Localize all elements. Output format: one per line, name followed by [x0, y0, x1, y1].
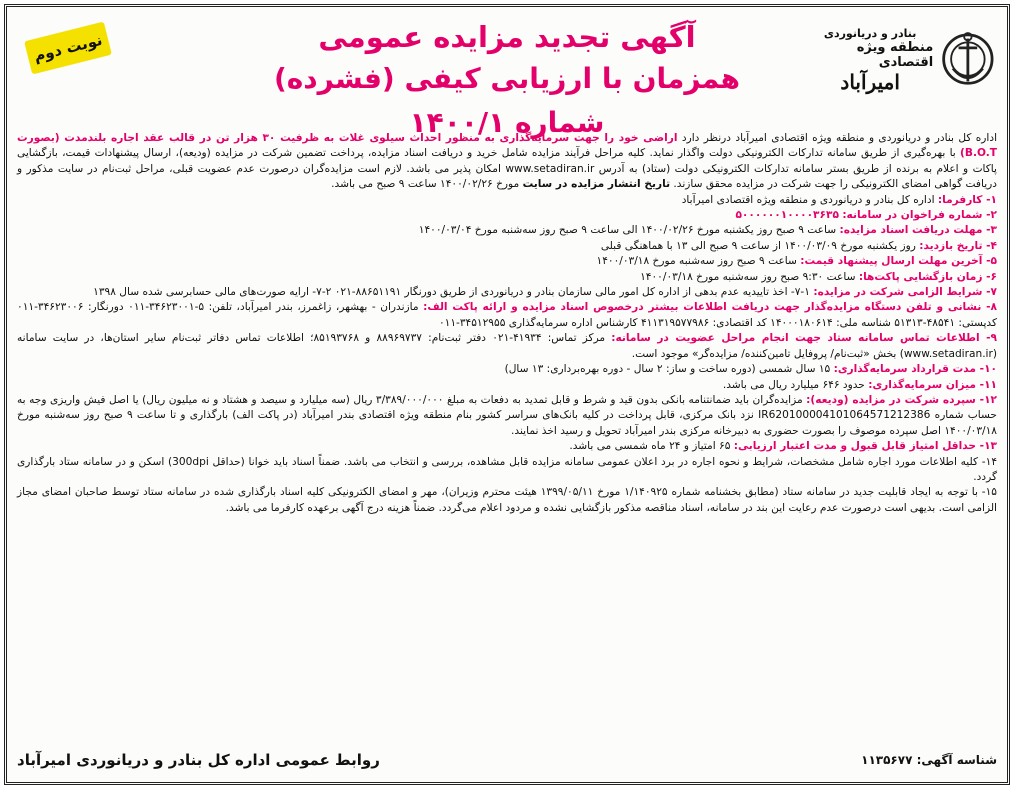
- list-item: [17, 270, 997, 285]
- intro-bold: تاریخ انتشار مزایده در سایت: [522, 178, 671, 191]
- list-item: [17, 393, 997, 439]
- page-subtitle: همزمان با ارزیابی کیفی (فشرده) شماره ۱۴۰۰/۱: [273, 62, 740, 139]
- item-label: ۱۲- سپرده شرکت در مزایده (ودیعه):: [806, 393, 998, 406]
- public-relations-signature: روابط عمومی اداره کل بنادر و دریانوردی امیرآباد: [17, 751, 380, 769]
- item-text: ساعت ۹ صبح روز سه‌شنبه مورخ ۱۴۰۰/۰۳/۱۸: [596, 255, 797, 268]
- list-item: [17, 331, 997, 362]
- item-text: مزایده‌گران باید ضمانتنامه بانکی بدون قید و شرط و قابل تمدید به دفعات به مبلغ ۳/۳۸۹/۰۰۰/۰۰۰ ریال (سه میلیارد و سیصد و هشتاد و نه میلیون ریال) یا اصل فیش واریزی وجه به حساب شماره IR620100004101064571212386 نزد بانک مرکزی، قابل پرداخت در کلیه بانک‌های سراسر کشور بنام منطقه ویژه اقتصادی بندر امیرآباد (در پاکت الف) بارگذاری و تا ساعت ۹ صبح روز سه‌شنبه مورخ ۱۴۰۰/۰۳/۱۸ اصل سپرده موصوف را بصورت حضوری به دبیرخانه مرکزی بندر امیرآباد تحویل و رسید اخذ نمایند.: [17, 393, 997, 437]
- list-item: [17, 300, 997, 331]
- item-text: ۱-۷- اخذ تاییدیه عدم بدهی از اداره کل امور مالی سازمان بنادر و دریانوردی از طریق دورنگار ۸۸۶۵۱۱۹۱-۰۲۱ ۲-۷- ارایه صورت‌های مالی حسابرسی شده سال ۱۳۹۸: [93, 286, 810, 299]
- item-text: حدود ۶۴۶ میلیارد ریال می باشد.: [722, 378, 865, 391]
- list-item: [17, 193, 997, 208]
- item-label: ۱۰- مدت قرارداد سرمایه‌گذاری:: [833, 363, 997, 376]
- item-label: ۱۳- حداقل امتیاز قابل قبول و مدت اعتبار ارزیابی:: [733, 440, 997, 453]
- organization-logo: [807, 15, 997, 105]
- list-item: [17, 485, 997, 516]
- edition-badge: نوبت دوم: [24, 22, 112, 75]
- list-item: [17, 455, 997, 486]
- item-label: ۲- شماره فراخوان در سامانه:: [842, 209, 997, 222]
- intro-paragraph: [17, 131, 997, 193]
- item-text: ساعت ۹:۳۰ صبح روز سه‌شنبه مورخ ۱۴۰۰/۰۳/۱۸: [640, 270, 856, 283]
- list-item: [17, 239, 997, 254]
- list-item: [17, 223, 997, 238]
- logo-line-1: بنادر و دریانوردی: [823, 26, 917, 40]
- item-label: ۹- اطلاعات تماس سامانه ستاد جهت انجام مراحل عضویت در سامانه:: [611, 332, 997, 345]
- item-text: مرکز تماس: ۴۱۹۳۴-۰۲۱ دفتر ثبت‌نام: ۸۸۹۶۹۷۳۷ و ۸۵۱۹۳۷۶۸؛ اطلاعات تماس دفاتر ثبت‌نام سایر استان‌ها، در سایت سامانه (www.setadiran.ir) بخش «ثبت‌نام/ پروفایل تامین‌کننده/ مزایده‌گر» موجود است.: [17, 332, 997, 360]
- item-text: ۱۴- کلیه اطلاعات مورد اجاره شامل مشخصات، شرایط و نحوه اجاره در برد اعلان عمومی سامانه مزایده قابل مشاهده، بررسی و انتخاب می باشد. ضمناً اسناد باید خوانا (حداقل 300dpi) اسکن و در سامانه ستاد بارگذاری گردد.: [17, 455, 998, 483]
- item-text: ۱۵ سال شمسی (دوره ساخت و ساز: ۲ سال - دوره بهره‌برداری: ۱۳ سال): [504, 363, 831, 376]
- intro-text-2: با بهره‌گیری از طریق سامانه تدارکات الکترونیکی دولت واگذار نماید. کلیه مراحل فرآیند مزایده شامل خرید و دریافت اسناد مزایده، پرداخت تضمین شرکت در مزایده (ودیعه)، ارسال پیشنهادات قیمت، بازگشایی پاکات و اعلام به برنده از طریق بستر سامانه تدارکات الکترونیکی دولت (ستاد) به آدرس www.setadiran.ir امکان پذیر می باشد. لازم است مزایده‌گران درصورت عدم عضویت قبلی، مراحل ثبت‌نام در سایت مذکور و دریافت گواهی امضای الکترونیکی را جهت شرکت در مزایده محقق سازند.: [17, 147, 997, 191]
- intro-text-1: اداره کل بنادر و دریانوردی و منطقه ویژه اقتصادی امیرآباد درنظر دارد: [681, 132, 998, 144]
- item-text: ۱۵- با توجه به ایجاد قابلیت جدید در سامانه ستاد (مطابق بخشنامه شماره ۱/۱۴۰۹۲۵ مورخ ۱۳۹۹/۰۵/۱۱ هیئت محترم وزیران)، مهر و امضای الکترونیکی کلیه اسناد بارگذاری شده در سامانه ستاد توسط صاحبان امضای مجاز الزامی است. بدیهی است درصورت عدم رعایت این بند در سامانه، اسناد مناقصه مذکور بازگشایی نشده و مردود اعلام می‌گردد. ضمناً هزینه درج آگهی برعهده کارفرما می باشد.: [17, 486, 997, 514]
- item-label: ۱- کارفرما:: [937, 193, 997, 206]
- page-title: آگهی تجدید مزایده عمومی: [318, 20, 696, 54]
- logo-line-2: منطقه ویژه اقتصادی: [856, 39, 934, 70]
- advertisement-page: [4, 4, 1010, 785]
- item-label: ۶- زمان بازگشایی پاکت‌ها:: [858, 270, 997, 283]
- item-label: ۳- مهلت دریافت اسناد مزایده:: [839, 224, 997, 237]
- footer: [17, 746, 997, 774]
- list-item: [17, 378, 997, 393]
- item-label: ۷- شرایط الزامی شرکت در مزایده:: [813, 286, 997, 299]
- item-text: روز یکشنبه مورخ ۱۴۰۰/۰۳/۰۹ از ساعت ۹ صبح الی ۱۳ با هماهنگی قبلی: [600, 239, 916, 252]
- advertisement-body: [17, 131, 997, 516]
- intro-text-3: مورخ ۱۴۰۰/۰۲/۲۶ ساعت ۹ صبح می باشد.: [331, 178, 520, 191]
- item-label: ۴- تاریخ بازدید:: [919, 239, 997, 252]
- list-item: [17, 285, 997, 300]
- item-label: ۱۱- میزان سرمایه‌گذاری:: [868, 378, 997, 391]
- item-text: ۵۰۰۰۰۰۰۱۰۰۰۰۳۶۳۵: [735, 209, 839, 222]
- item-text: اداره کل بنادر و دریانوردی و منطقه ویژه اقتصادی امیرآباد: [681, 193, 935, 206]
- list-item: [17, 208, 997, 223]
- item-text: ۶۵ امتیاز و ۲۴ ماه شمسی می باشد.: [569, 440, 731, 453]
- list-item: [17, 362, 997, 377]
- logo-line-3: امیرآباد: [840, 69, 900, 94]
- item-text: مازندران - بهشهر، زاغمرز، بندر امیرآباد، تلفن: ۵-۳۴۶۲۳۰۰۱-۰۱۱ دورنگار: ۳۴۶۲۳۰۰۶-۰۱۱ کدپستی: ۴۸۵۴۱-۵۱۳۱۳ شناسه ملی: ۱۴۰۰۰۱۸۰۶۱۴ کد اقتصادی: ۴۱۱۳۱۹۵۷۷۹۸۶ کارشناس اداره سرمایه‌گذاری ۳۴۵۱۲۹۵۵-۰۱۱: [17, 301, 997, 329]
- publication-id: شناسه آگهی: ۱۱۳۵۶۷۷: [861, 753, 997, 767]
- intro-highlight: اراضی خود را جهت سرمایه‌گذاری به منظور احداث سیلوی غلات به ظرفیت ۳۰ هزار تن در قالب عقد اجاره بلندمدت (بصورت B.O.T): [17, 132, 998, 160]
- list-item: [17, 254, 997, 269]
- item-text: ساعت ۹ صبح روز یکشنبه مورخ ۱۴۰۰/۰۲/۲۶ الی ساعت ۹ صبح روز سه‌شنبه مورخ ۱۴۰۰/۰۳/۰۴: [418, 224, 837, 237]
- item-label: ۵- آخرین مهلت ارسال پیشنهاد قیمت:: [800, 255, 997, 268]
- anchor-emblem-icon: [939, 25, 997, 95]
- list-item: [17, 439, 997, 454]
- item-label: ۸- نشانی و تلفن دستگاه مزایده‌گذار جهت دریافت اطلاعات بیشتر درخصوص اسناد مزایده و ارائه پاکت الف:: [423, 301, 997, 314]
